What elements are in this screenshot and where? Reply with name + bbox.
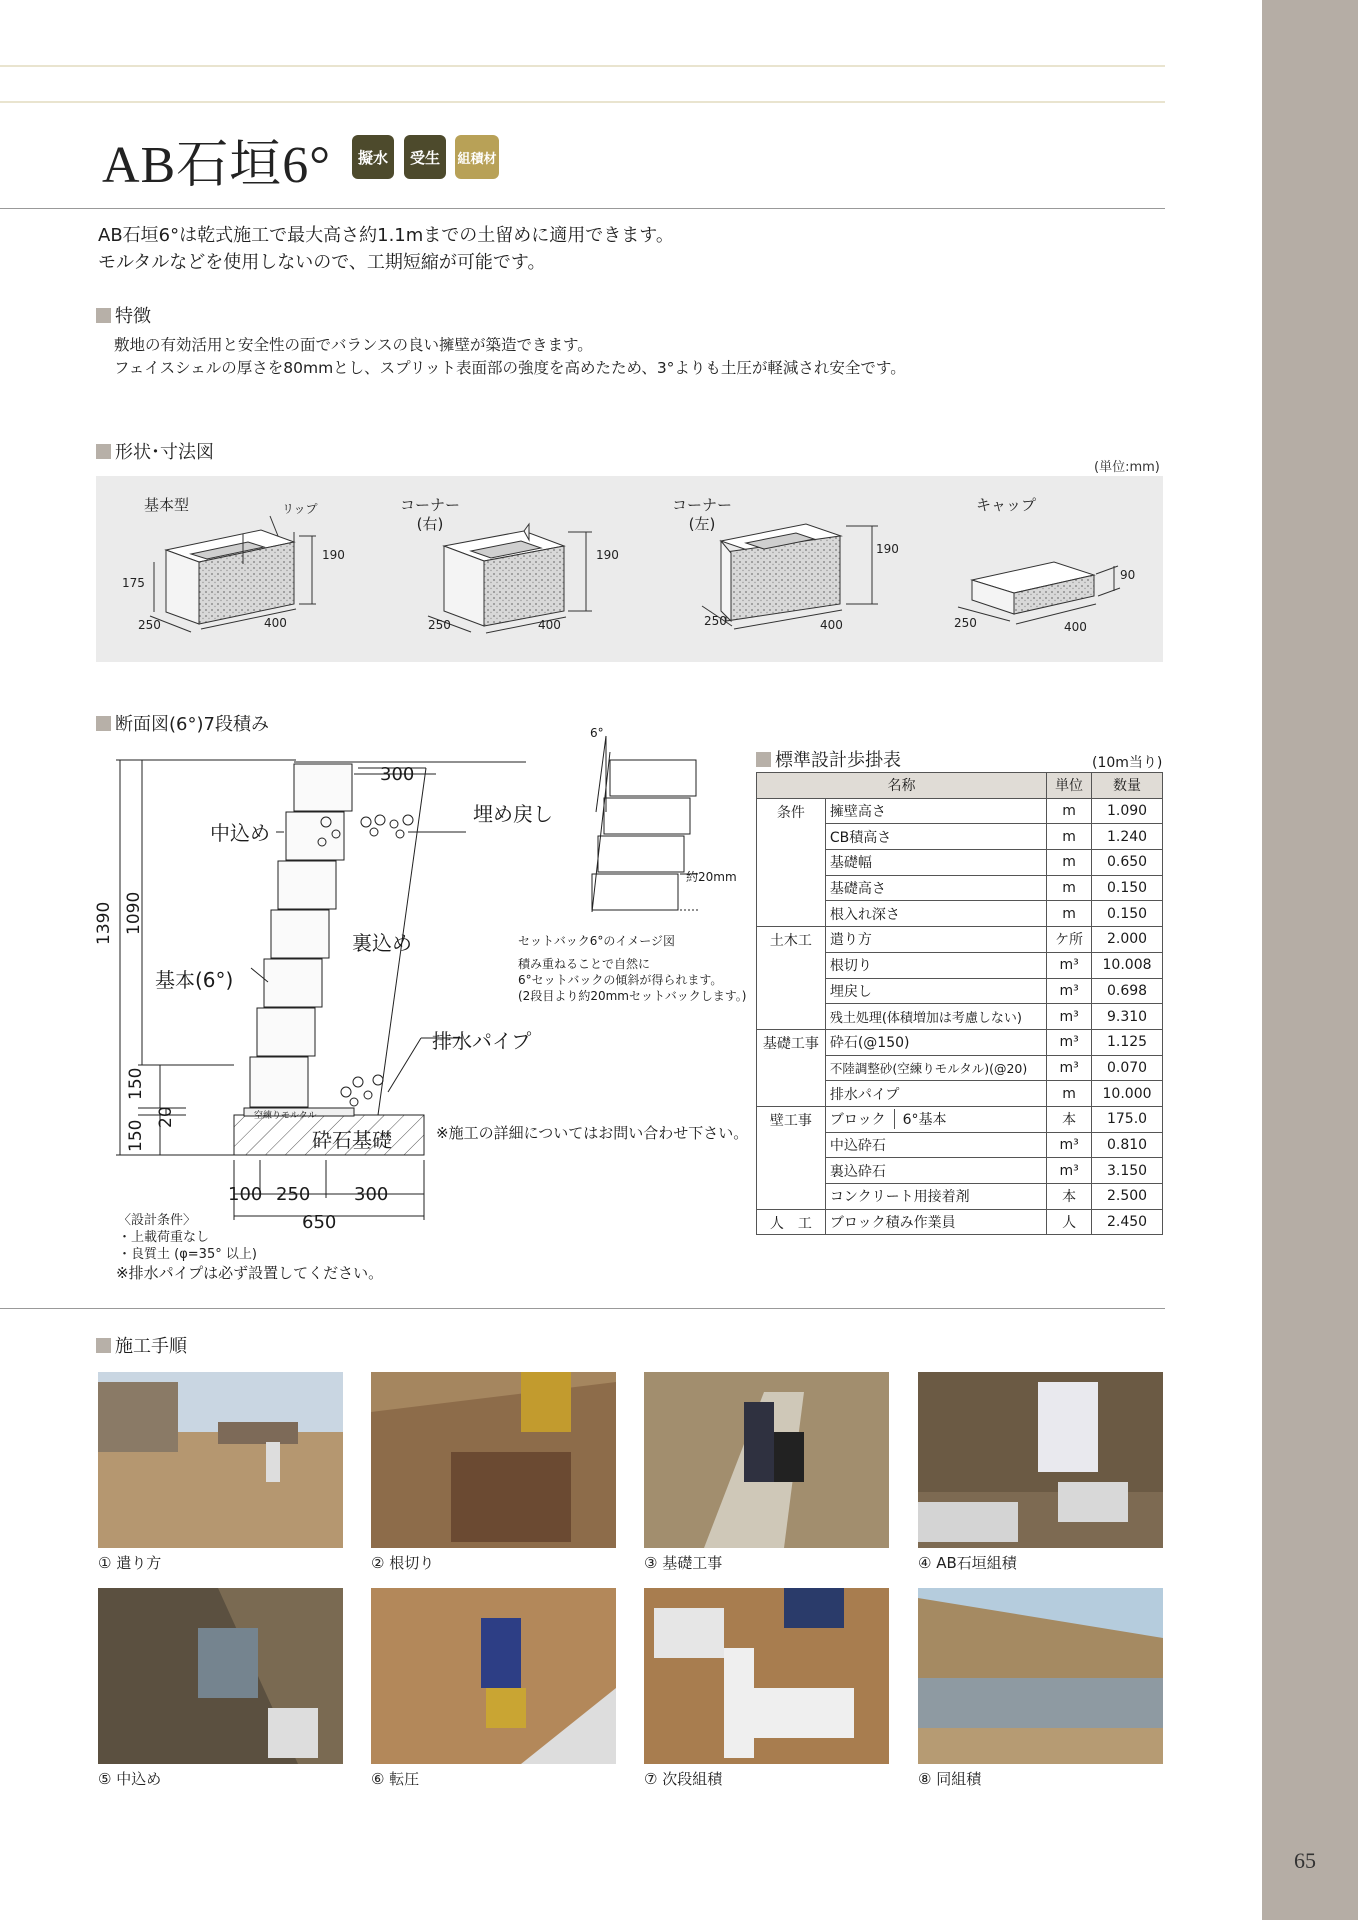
pipe-warning: ※排水パイプは必ず設置してください。 — [116, 1264, 384, 1282]
caption-step-1: ① 遣り方 — [98, 1554, 162, 1572]
qty-cell: 10.008 — [1092, 952, 1163, 978]
unit-note: (単位:mm) — [1094, 460, 1160, 475]
dim-cr-d: 250 — [428, 618, 451, 632]
item-cell: 根入れ深さ — [825, 901, 1046, 927]
item-cell: 基礎幅 — [825, 850, 1046, 876]
photo-step-2 — [371, 1372, 616, 1548]
features-heading: 特徴 — [96, 302, 151, 328]
caption-step-3: ③ 基礎工事 — [644, 1554, 723, 1572]
qty-cell: 0.150 — [1092, 901, 1163, 927]
item-cell: 排水パイプ — [825, 1081, 1046, 1107]
qty-cell: 0.650 — [1092, 850, 1163, 876]
shapes-heading: 形状･寸法図 — [96, 438, 214, 464]
caption-step-4: ④ AB石垣組積 — [918, 1554, 1017, 1572]
unit-cell: m³ — [1047, 1004, 1092, 1030]
badge-2: 受生 — [404, 135, 446, 179]
item-cell: 残土処理(体積増加は考慮しない) — [825, 1004, 1046, 1030]
design-conditions: 〈設計条件〉 ・上載荷重なし ・良質土 (φ=35° 以上) — [118, 1213, 257, 1262]
dim-basic-h: 190 — [322, 548, 345, 562]
qty-cell: 1.090 — [1092, 798, 1163, 824]
qty-cell: 2.500 — [1092, 1184, 1163, 1210]
shape-diagram-panel — [96, 476, 1163, 662]
qty-cell: 0.070 — [1092, 1055, 1163, 1081]
col-qty-header: 数量 — [1092, 773, 1163, 799]
setback-angle: 6° — [590, 726, 604, 740]
setback-notes: 積み重ねることで自然に 6°セットバックの傾斜が得られます。 (2段目より約20mmセットバックします。) — [518, 957, 747, 1003]
item-cell: ブロック積み作業員 — [825, 1209, 1046, 1235]
table-row — [757, 1106, 1163, 1132]
dim-150-b: 150 — [126, 1119, 146, 1152]
dim-1390: 1390 — [94, 901, 114, 945]
photo-step-1 — [98, 1372, 343, 1548]
unit-cell: 本 — [1047, 1106, 1092, 1132]
label-mortar: 空練りモルタル — [254, 1111, 317, 1121]
table-row — [757, 1029, 1163, 1055]
features-text — [114, 334, 906, 380]
dim-300-top: 300 — [380, 764, 415, 785]
label-uragome: 裏込め — [352, 931, 412, 955]
standard-design-table — [756, 772, 1163, 1235]
section-heading: 断面図(6°)7段積み — [96, 710, 269, 736]
heading-square-icon — [96, 444, 111, 459]
photo-step-4 — [918, 1372, 1163, 1548]
caption-step-6: ⑥ 転圧 — [371, 1770, 420, 1788]
heading-square-icon — [96, 308, 111, 323]
table-row — [757, 798, 1163, 824]
procedure-divider — [0, 1308, 1165, 1309]
photo-step-5 — [98, 1588, 343, 1764]
unit-cell: m — [1047, 798, 1092, 824]
badge-1: 擬水 — [352, 135, 394, 179]
qty-cell: 10.000 — [1092, 1081, 1163, 1107]
label-umemodoshi: 埋め戻し — [473, 802, 553, 826]
lead-line-2: モルタルなどを使用しないので、工期短縮が可能です。 — [98, 252, 546, 273]
cap-block-drawing — [958, 562, 1120, 624]
page-number: 65 — [1294, 1848, 1316, 1873]
qty-cell: 3.150 — [1092, 1158, 1163, 1184]
lead-text — [98, 222, 674, 276]
item-cell: コンクリート用接着剤 — [825, 1184, 1046, 1210]
unit-cell: m — [1047, 1081, 1092, 1107]
heading-square-icon — [756, 752, 771, 767]
unit-cell: m³ — [1047, 1132, 1092, 1158]
table-heading: 標準設計歩掛表 — [756, 746, 901, 772]
setback-caption: セットバック6°のイメージ図 — [518, 934, 676, 948]
unit-cell: ケ所 — [1047, 927, 1092, 953]
group-label: 土木工 — [757, 927, 826, 1030]
table-row — [757, 1209, 1163, 1235]
unit-cell: m³ — [1047, 1055, 1092, 1081]
photo-step-7 — [644, 1588, 889, 1764]
top-rule-2 — [0, 101, 1165, 103]
dim-basic-h2: 175 — [122, 576, 145, 590]
shape-label-corner-right: コーナー (右) — [399, 496, 460, 533]
item-cell: 砕石(@150) — [825, 1029, 1046, 1055]
page-title: AB石垣6° — [102, 137, 332, 194]
col-name-header: 名称 — [757, 773, 1047, 799]
unit-cell: m³ — [1047, 952, 1092, 978]
dim-250: 250 — [276, 1184, 311, 1205]
qty-cell: 2.450 — [1092, 1209, 1163, 1235]
unit-cell: m³ — [1047, 1158, 1092, 1184]
heading-square-icon — [96, 1338, 111, 1353]
qty-cell: 1.125 — [1092, 1029, 1163, 1055]
photo-step-6 — [371, 1588, 616, 1764]
unit-cell: 人 — [1047, 1209, 1092, 1235]
qty-cell: 1.240 — [1092, 824, 1163, 850]
item-cell: 基礎高さ — [825, 875, 1046, 901]
features-line-1: 敷地の有効活用と安全性の面でバランスの良い擁壁が築造できます。 — [114, 336, 593, 354]
dim-cr-h: 190 — [596, 548, 619, 562]
dim-cap-h: 90 — [1120, 568, 1136, 582]
title-underline — [0, 208, 1165, 209]
qty-cell: 2.000 — [1092, 927, 1163, 953]
unit-cell: m — [1047, 850, 1092, 876]
caption-step-2: ② 根切り — [371, 1554, 435, 1572]
item-cell: 不陸調整砂(空練りモルタル)(@20) — [825, 1055, 1046, 1081]
group-label: 基礎工事 — [757, 1029, 826, 1106]
inquiry-note: ※施工の詳細についてはお問い合わせ下さい。 — [436, 1124, 749, 1142]
page-side-band — [1262, 0, 1358, 1920]
qty-cell: 0.150 — [1092, 875, 1163, 901]
caption-step-7: ⑦ 次段組積 — [644, 1770, 723, 1788]
table-per: (10m当り) — [1092, 755, 1163, 771]
item-cell: CB積高さ — [825, 824, 1046, 850]
lead-line-1: AB石垣6°は乾式施工で最大高さ約1.1mまでの土留めに適用できます。 — [98, 225, 674, 246]
label-kihon: 基本(6°) — [155, 968, 234, 992]
photo-step-8 — [918, 1588, 1163, 1764]
label-nakagome: 中込め — [210, 821, 270, 845]
photo-step-3 — [644, 1372, 889, 1548]
caption-step-5: ⑤ 中込め — [98, 1770, 162, 1788]
corner-right-block-drawing — [428, 524, 592, 633]
dim-cl-h: 190 — [876, 542, 899, 556]
unit-cell: m³ — [1047, 1029, 1092, 1055]
top-rule-1 — [0, 65, 1165, 67]
table-header-row — [757, 773, 1163, 799]
col-unit-header: 単位 — [1047, 773, 1092, 799]
features-line-2: フェイスシェルの厚さを80mmとし、スプリット表面部の強度を高めたため、3°よりも土圧が軽減され安全です。 — [114, 359, 906, 377]
dim-lip: リップ — [282, 502, 318, 516]
qty-cell: 0.810 — [1092, 1132, 1163, 1158]
dim-cl-d: 250 — [704, 614, 727, 628]
dim-cr-w: 400 — [538, 618, 561, 632]
qty-cell: 9.310 — [1092, 1004, 1163, 1030]
qty-cell: 0.698 — [1092, 978, 1163, 1004]
item-cell: 擁壁高さ — [825, 798, 1046, 824]
item-cell: 遣り方 — [825, 927, 1046, 953]
caption-step-8: ⑧ 同組積 — [918, 1770, 982, 1788]
table-row — [757, 927, 1163, 953]
heading-square-icon — [96, 716, 111, 731]
setback-offset: 約20mm — [686, 870, 737, 884]
item-cell: 裏込砕石 — [825, 1158, 1046, 1184]
dim-650: 650 — [302, 1212, 337, 1233]
group-label: 条件 — [757, 798, 826, 926]
procedure-heading: 施工手順 — [96, 1332, 187, 1358]
dim-cap-d: 250 — [954, 616, 977, 630]
item-cell: 埋戻し — [825, 978, 1046, 1004]
dim-20: 20 — [156, 1106, 176, 1128]
shape-label-corner-left: コーナー (左) — [671, 496, 732, 533]
group-label: 人 工 — [757, 1209, 826, 1235]
dim-150-a: 150 — [126, 1067, 146, 1100]
badge-3: 組積材 — [455, 135, 499, 179]
unit-cell: 本 — [1047, 1184, 1092, 1210]
shape-label-cap: キャップ — [976, 496, 1037, 514]
item-cell: ブロック 6°基本 — [825, 1106, 1046, 1132]
dim-cl-w: 400 — [820, 618, 843, 632]
unit-cell: m — [1047, 901, 1092, 927]
item-cell: 根切り — [825, 952, 1046, 978]
unit-cell: m — [1047, 875, 1092, 901]
dim-cap-w: 400 — [1064, 620, 1087, 634]
label-kiso: 砕石基礎 — [312, 1128, 392, 1152]
dim-100: 100 — [228, 1184, 263, 1205]
qty-cell: 175.0 — [1092, 1106, 1163, 1132]
dim-basic-w: 400 — [264, 616, 287, 630]
dim-basic-d: 250 — [138, 618, 161, 632]
setback-diagram-svg — [560, 722, 720, 922]
item-cell: 中込砕石 — [825, 1132, 1046, 1158]
group-label: 壁工事 — [757, 1106, 826, 1209]
dim-1090: 1090 — [124, 891, 144, 935]
corner-left-block-drawing — [702, 524, 878, 629]
label-pipe: 排水パイプ — [432, 1029, 532, 1053]
unit-cell: m³ — [1047, 978, 1092, 1004]
unit-cell: m — [1047, 824, 1092, 850]
shape-label-basic: 基本型 — [144, 496, 190, 514]
dim-300-bottom: 300 — [354, 1184, 389, 1205]
basic-block-drawing — [150, 516, 316, 632]
